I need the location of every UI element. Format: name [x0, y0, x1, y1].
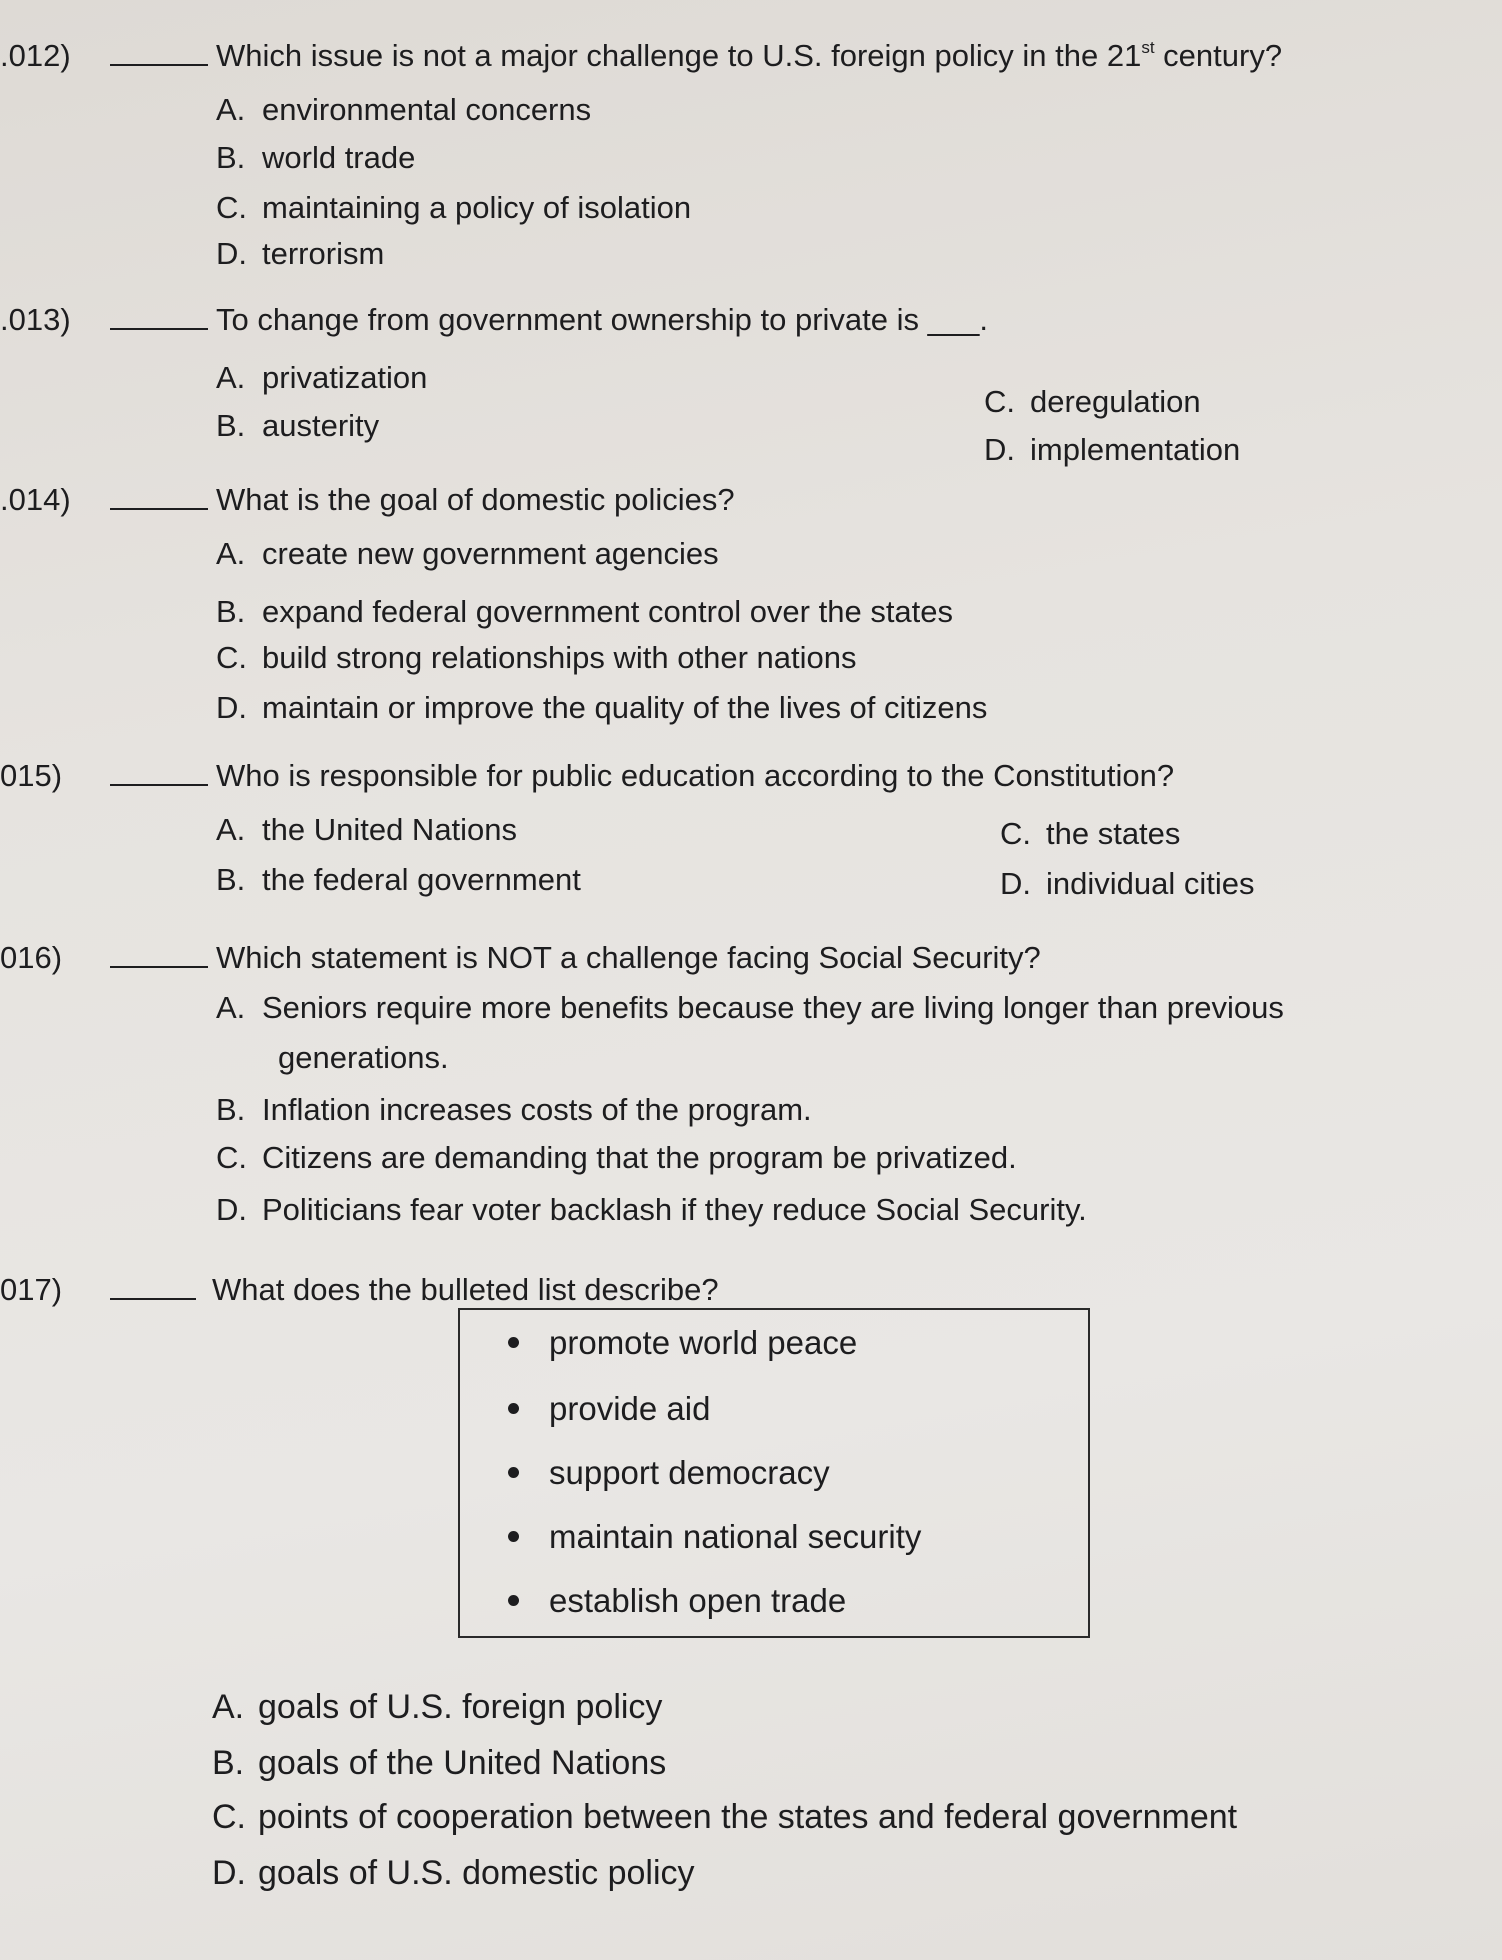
option-d[interactable]: D. terrorism — [216, 236, 385, 271]
option-d[interactable]: D. implementation — [984, 432, 1241, 467]
question-number: 016) — [0, 940, 63, 975]
list-item: maintain national security — [508, 1518, 921, 1556]
question-number: .012) — [0, 38, 71, 73]
question-number: .013) — [0, 302, 71, 337]
option-a[interactable]: A. create new government agencies — [216, 536, 719, 571]
answer-blank[interactable] — [110, 328, 208, 330]
option-b[interactable]: B. goals of the United Nations — [212, 1744, 667, 1782]
answer-blank[interactable] — [110, 508, 208, 510]
bullet-icon — [508, 1467, 519, 1478]
answer-blank[interactable] — [110, 784, 208, 786]
question-stem: Which statement is NOT a challenge facing Social Security? — [216, 940, 1041, 975]
question-stem: Who is responsible for public education according to the Constitution? — [216, 758, 1175, 793]
option-c[interactable]: C. the states — [1000, 816, 1181, 851]
bullet-icon — [508, 1531, 519, 1542]
option-d[interactable]: D. maintain or improve the quality of the lives of citizens — [216, 690, 988, 725]
bullet-icon — [508, 1403, 519, 1414]
question-number: .014) — [0, 482, 71, 517]
list-item: provide aid — [508, 1390, 710, 1428]
option-a[interactable]: A. the United Nations — [216, 812, 518, 847]
option-a-continuation: generations. — [278, 1040, 449, 1075]
question-number: 015) — [0, 758, 63, 793]
option-a[interactable]: A. goals of U.S. foreign policy — [212, 1688, 663, 1726]
bullet-icon — [508, 1595, 519, 1606]
answer-blank[interactable] — [110, 966, 208, 968]
option-c[interactable]: C. deregulation — [984, 384, 1201, 419]
option-b[interactable]: B. world trade — [216, 140, 416, 175]
option-a[interactable]: A. Seniors require more benefits because they are living longer than previous — [216, 990, 1284, 1025]
option-b[interactable]: B. Inflation increases costs of the program. — [216, 1092, 812, 1127]
option-c[interactable]: C. Citizens are demanding that the program be privatized. — [216, 1140, 1017, 1175]
answer-blank[interactable] — [110, 64, 208, 66]
question-stem: What does the bulleted list describe? — [212, 1272, 719, 1307]
option-a[interactable]: A. privatization — [216, 360, 428, 395]
bullet-icon — [508, 1337, 519, 1348]
bulleted-list-box — [458, 1308, 1090, 1638]
question-stem: To change from government ownership to private is ___. — [216, 302, 988, 337]
option-c[interactable]: C. build strong relationships with other nations — [216, 640, 857, 675]
question-number: 017) — [0, 1272, 63, 1307]
option-b[interactable]: B. austerity — [216, 408, 380, 443]
option-c[interactable]: C. maintaining a policy of isolation — [216, 190, 692, 225]
list-item: establish open trade — [508, 1582, 846, 1620]
question-stem: Which issue is not a major challenge to U.S. foreign policy in the 21st century? — [216, 38, 1283, 73]
option-a[interactable]: A. environmental concerns — [216, 92, 592, 127]
option-d[interactable]: D. individual cities — [1000, 866, 1255, 901]
option-d[interactable]: D. Politicians fear voter backlash if they reduce Social Security. — [216, 1192, 1087, 1227]
option-c[interactable]: C. points of cooperation between the states and federal government — [212, 1798, 1238, 1836]
question-stem: What is the goal of domestic policies? — [216, 482, 735, 517]
answer-blank[interactable] — [110, 1298, 196, 1300]
option-b[interactable]: B. the federal government — [216, 862, 581, 897]
list-item: support democracy — [508, 1454, 830, 1492]
list-item: promote world peace — [508, 1324, 857, 1362]
option-d[interactable]: D. goals of U.S. domestic policy — [212, 1854, 695, 1892]
option-b[interactable]: B. expand federal government control over the states — [216, 594, 954, 629]
